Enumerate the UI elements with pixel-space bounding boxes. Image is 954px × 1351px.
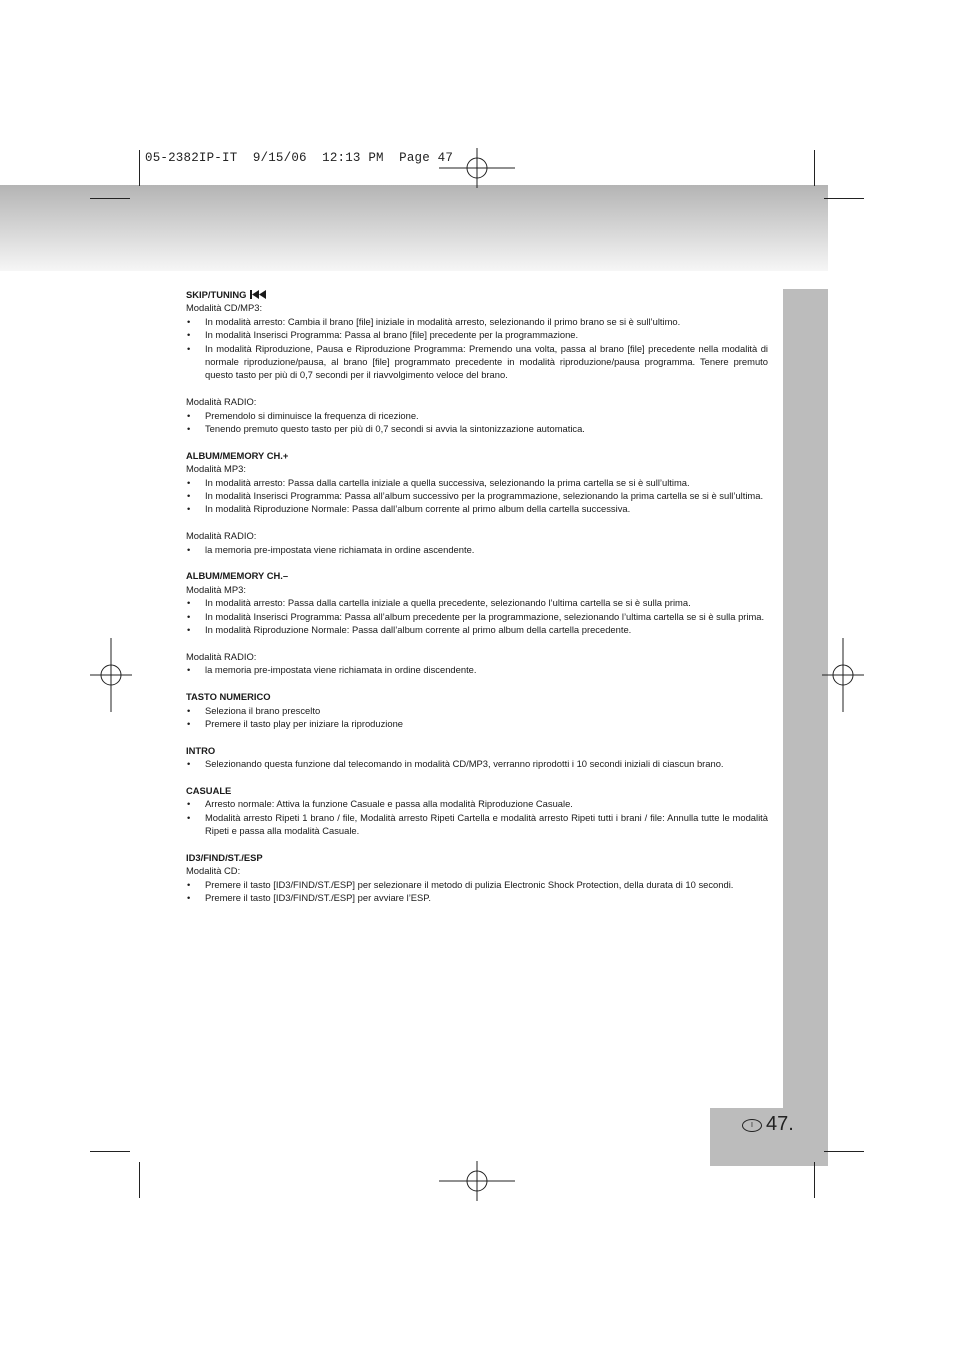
page-number: 47. <box>766 1113 794 1135</box>
list-item: • In modalità Inserisci Programma: Passa all’album successivo per la programmazione, selezionando la prima cartella se si è sull’ultima. <box>186 489 768 502</box>
list-item: • Premere il tasto [ID3/FIND/ST./ESP] per avviare l’ESP. <box>186 891 768 904</box>
section-title-album-plus: ALBUM/MEMORY CH.+ <box>186 449 289 461</box>
skip-back-icon <box>250 290 266 299</box>
bullet-list <box>186 704 768 731</box>
crop-mark <box>814 150 815 186</box>
mode-label: Modalità MP3: <box>186 583 246 595</box>
mode-label: Modalità CD: <box>186 865 241 877</box>
mode-label: Modalità RADIO: <box>186 530 257 542</box>
registration-mark-icon <box>437 1159 517 1203</box>
bullet-list <box>186 878 768 905</box>
bullet-list <box>186 663 768 676</box>
list-item: • Selezionando questa funzione dal telecomando in modalità CD/MP3, verranno riprodotti i 10 secondi iniziali di ciascun brano. <box>186 757 768 770</box>
crop-mark <box>824 198 864 199</box>
bullet-list <box>186 797 768 837</box>
section-title-text: SKIP/TUNING <box>186 289 247 300</box>
bullet-list <box>186 757 768 770</box>
crop-mark <box>139 150 140 186</box>
crop-mark <box>90 198 130 199</box>
crop-mark <box>139 1162 140 1198</box>
section-title-casuale: CASUALE <box>186 784 232 796</box>
section-title-numeric: TASTO NUMERICO <box>186 691 271 703</box>
list-item: • Arresto normale: Attiva la funzione Casuale e passa alla modalità Riproduzione Casuale. <box>186 797 768 810</box>
bullet-list <box>186 476 768 516</box>
mode-label: Modalità MP3: <box>186 463 246 475</box>
list-item: • In modalità arresto: Passa dalla cartella iniziale a quella successiva, selezionando la prima cartella se si è sull’ultima. <box>186 476 768 489</box>
bullet-list <box>186 315 768 382</box>
list-item: • Tenendo premuto questo tasto per più di 0,7 secondi si avvia la sintonizzazione automatica. <box>186 422 768 435</box>
registration-mark-icon <box>820 636 866 714</box>
crop-mark <box>824 1151 864 1152</box>
list-item: • Seleziona il brano prescelto <box>186 704 768 717</box>
list-item: • In modalità Riproduzione Normale: Passa dall’album corrente al primo album della cartella precedente. <box>186 623 768 636</box>
crop-mark <box>90 1151 130 1152</box>
bullet-list <box>186 596 768 636</box>
mode-label: Modalità RADIO: <box>186 650 257 662</box>
list-item: • la memoria pre-impostata viene richiamata in ordine discendente. <box>186 663 768 676</box>
list-item: • la memoria pre-impostata viene richiamata in ordine ascendente. <box>186 543 768 556</box>
list-item: • In modalità Inserisci Programma: Passa al brano [file] precedente per la programmazione. <box>186 328 768 341</box>
section-title-id3: ID3/FIND/ST./ESP <box>186 851 263 863</box>
language-badge: I <box>742 1119 762 1132</box>
list-item: • Modalità arresto Ripeti 1 brano / file, Modalità arresto Ripeti Cartella e modalità arresto Ripeti tutti i brani / file: Annulla tutte le modalità Ripeti e passa alla modalità Casuale. <box>186 811 768 838</box>
list-item: • Premendolo si diminuisce la frequenza di ricezione. <box>186 409 768 422</box>
section-title-intro: INTRO <box>186 744 216 756</box>
list-item: • Premere il tasto play per iniziare la riproduzione <box>186 717 768 730</box>
crop-mark <box>814 1162 815 1198</box>
registration-mark-icon <box>437 146 517 190</box>
list-item: • In modalità arresto: Cambia il brano [file] iniziale in modalità arresto, selezionando il primo brano se si è sull’ultimo. <box>186 315 768 328</box>
manual-content <box>186 288 768 905</box>
list-item: • In modalità Riproduzione Normale: Passa dall’album corrente al primo album della cartella successiva. <box>186 502 768 515</box>
bullet-list <box>186 409 768 436</box>
list-item: • In modalità Riproduzione, Pausa e Riproduzione Programma: Premendo una volta, passa al brano [file] precedente nella modalità di normale riproduzione/pausa, al brano [file] programmato precedente in modalità riproduzione/pausa programma. Tenere premuto questo tasto per più di 0,7 secondi per il riavvolgimento veloce del brano. <box>186 342 768 382</box>
list-item: • In modalità arresto: Passa dalla cartella iniziale a quella precedente, selezionando l’ultima cartella se si è sulla prima. <box>186 596 768 609</box>
mode-label: Modalità RADIO: <box>186 396 257 408</box>
section-title-album-minus: ALBUM/MEMORY CH.– <box>186 570 289 582</box>
list-item: • In modalità Inserisci Programma: Passa all’album precedente per la programmazione, selezionando l’ultima cartella se si è sulla prima. <box>186 610 768 623</box>
section-title-skip-tuning <box>186 288 768 301</box>
bullet-list <box>186 543 768 556</box>
list-item: • Premere il tasto [ID3/FIND/ST./ESP] per selezionare il metodo di pulizia Electronic Shock Protection, della durata di 10 secondi. <box>186 878 768 891</box>
mode-label: Modalità CD/MP3: <box>186 302 263 314</box>
print-header: 05-2382IP-IT 9/15/06 12:13 PM Page 47 <box>145 151 454 165</box>
registration-mark-icon <box>88 636 134 714</box>
